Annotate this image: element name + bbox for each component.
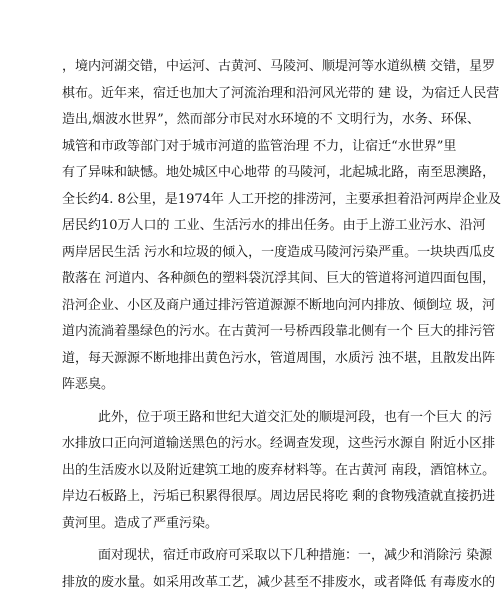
text-line [0, 460, 500, 482]
text-line [0, 189, 500, 211]
line-text: 造出,烟波水世界”，然而部分市民对水环境的不 文明行为，水务、环保、 [62, 112, 480, 127]
line-text: 阵恶臭。 [62, 377, 115, 392]
text-line [0, 321, 500, 343]
text-line [0, 545, 500, 567]
text-line [0, 433, 500, 455]
line-text: 沿河企业、小区及商户通过排污管道源源不断地向河内排放、倾倒垃 圾，河 [62, 298, 496, 313]
text-line [0, 56, 500, 78]
line-text: 水排放口正向河道输送黑色的污水。经调查发现，这些污水源自 附近小区排 [62, 436, 496, 451]
text-line [0, 83, 500, 105]
line-text: 全长约4. 8公里，是1974年 人工开挖的排涝河，主要承担着沿河两岸企业及 [62, 192, 501, 207]
text-line [0, 374, 500, 396]
text-line [0, 513, 500, 535]
line-text: ，境内河湖交错，中运河、古黄河、马陵河、顺堤河等水道纵横 交错，星罗 [62, 59, 496, 74]
text-line [0, 295, 500, 317]
text-line [0, 109, 500, 131]
text-line [0, 407, 500, 429]
line-text: 两岸居民生活 污水和垃圾的倾入，一度造成马陵河污染严重。一块块西瓜皮 [62, 245, 496, 260]
text-line [0, 242, 500, 264]
line-text: 居民约10万人口的 工业、生活污水的排出任务。由于上游工业污水、沿河 [62, 218, 486, 233]
line-text: 道内流淌着墨绿色的污水。在古黄河一号桥西段靠北侧有一个 巨大的排污管 [62, 324, 496, 339]
line-text: 有了异味和缺憾。地处城区中心地带 的马陵河，北起城北路，南至思澳路， [62, 165, 496, 180]
text-line [0, 486, 500, 508]
text-line [0, 572, 500, 594]
line-text: 黄河里。造成了严重污染。 [62, 516, 219, 531]
text-line [0, 215, 500, 237]
line-text: 散落在 河道内、各种颜色的塑料袋沉浮其间、巨大的管道将河道四面包围， [62, 271, 496, 286]
line-text: 岸边石板路上，污垢已积累得很厚。周边居民将吃 剩的食物残渣就直接扔进 [62, 489, 496, 504]
line-text: 此外，位于项王路和世纪大道交汇处的顺堤河段，也有一个巨大 的污 [98, 410, 493, 425]
line-text: 城管和市政等部门对于城市河道的监管治理 不力，让宿迁“水世界”里 [62, 139, 457, 154]
text-line [0, 348, 500, 370]
line-text: 面对现状，宿迁市政府可采取以下几种措施：一，减少和消除污 染源 [98, 548, 493, 563]
line-text: 排放的废水量。如采用改革工艺，减少甚至不排废水，或者降低 有毒废水的 [62, 575, 496, 590]
text-line [0, 136, 500, 158]
line-text: 出的生活废水以及附近建筑工地的废弃材料等。在古黄河 南段，酒馆林立。 [62, 463, 496, 478]
text-line [0, 268, 500, 290]
line-text: 棋布。近年来，宿迁也加大了河流治理和沿河风光带的 建 设，为宿迁人民营 [62, 86, 500, 101]
text-line [0, 162, 500, 184]
line-text: 道，每天源源不断地排出黄色污水，管道周围，水质污 浊不堪，且散发出阵 [62, 351, 496, 366]
